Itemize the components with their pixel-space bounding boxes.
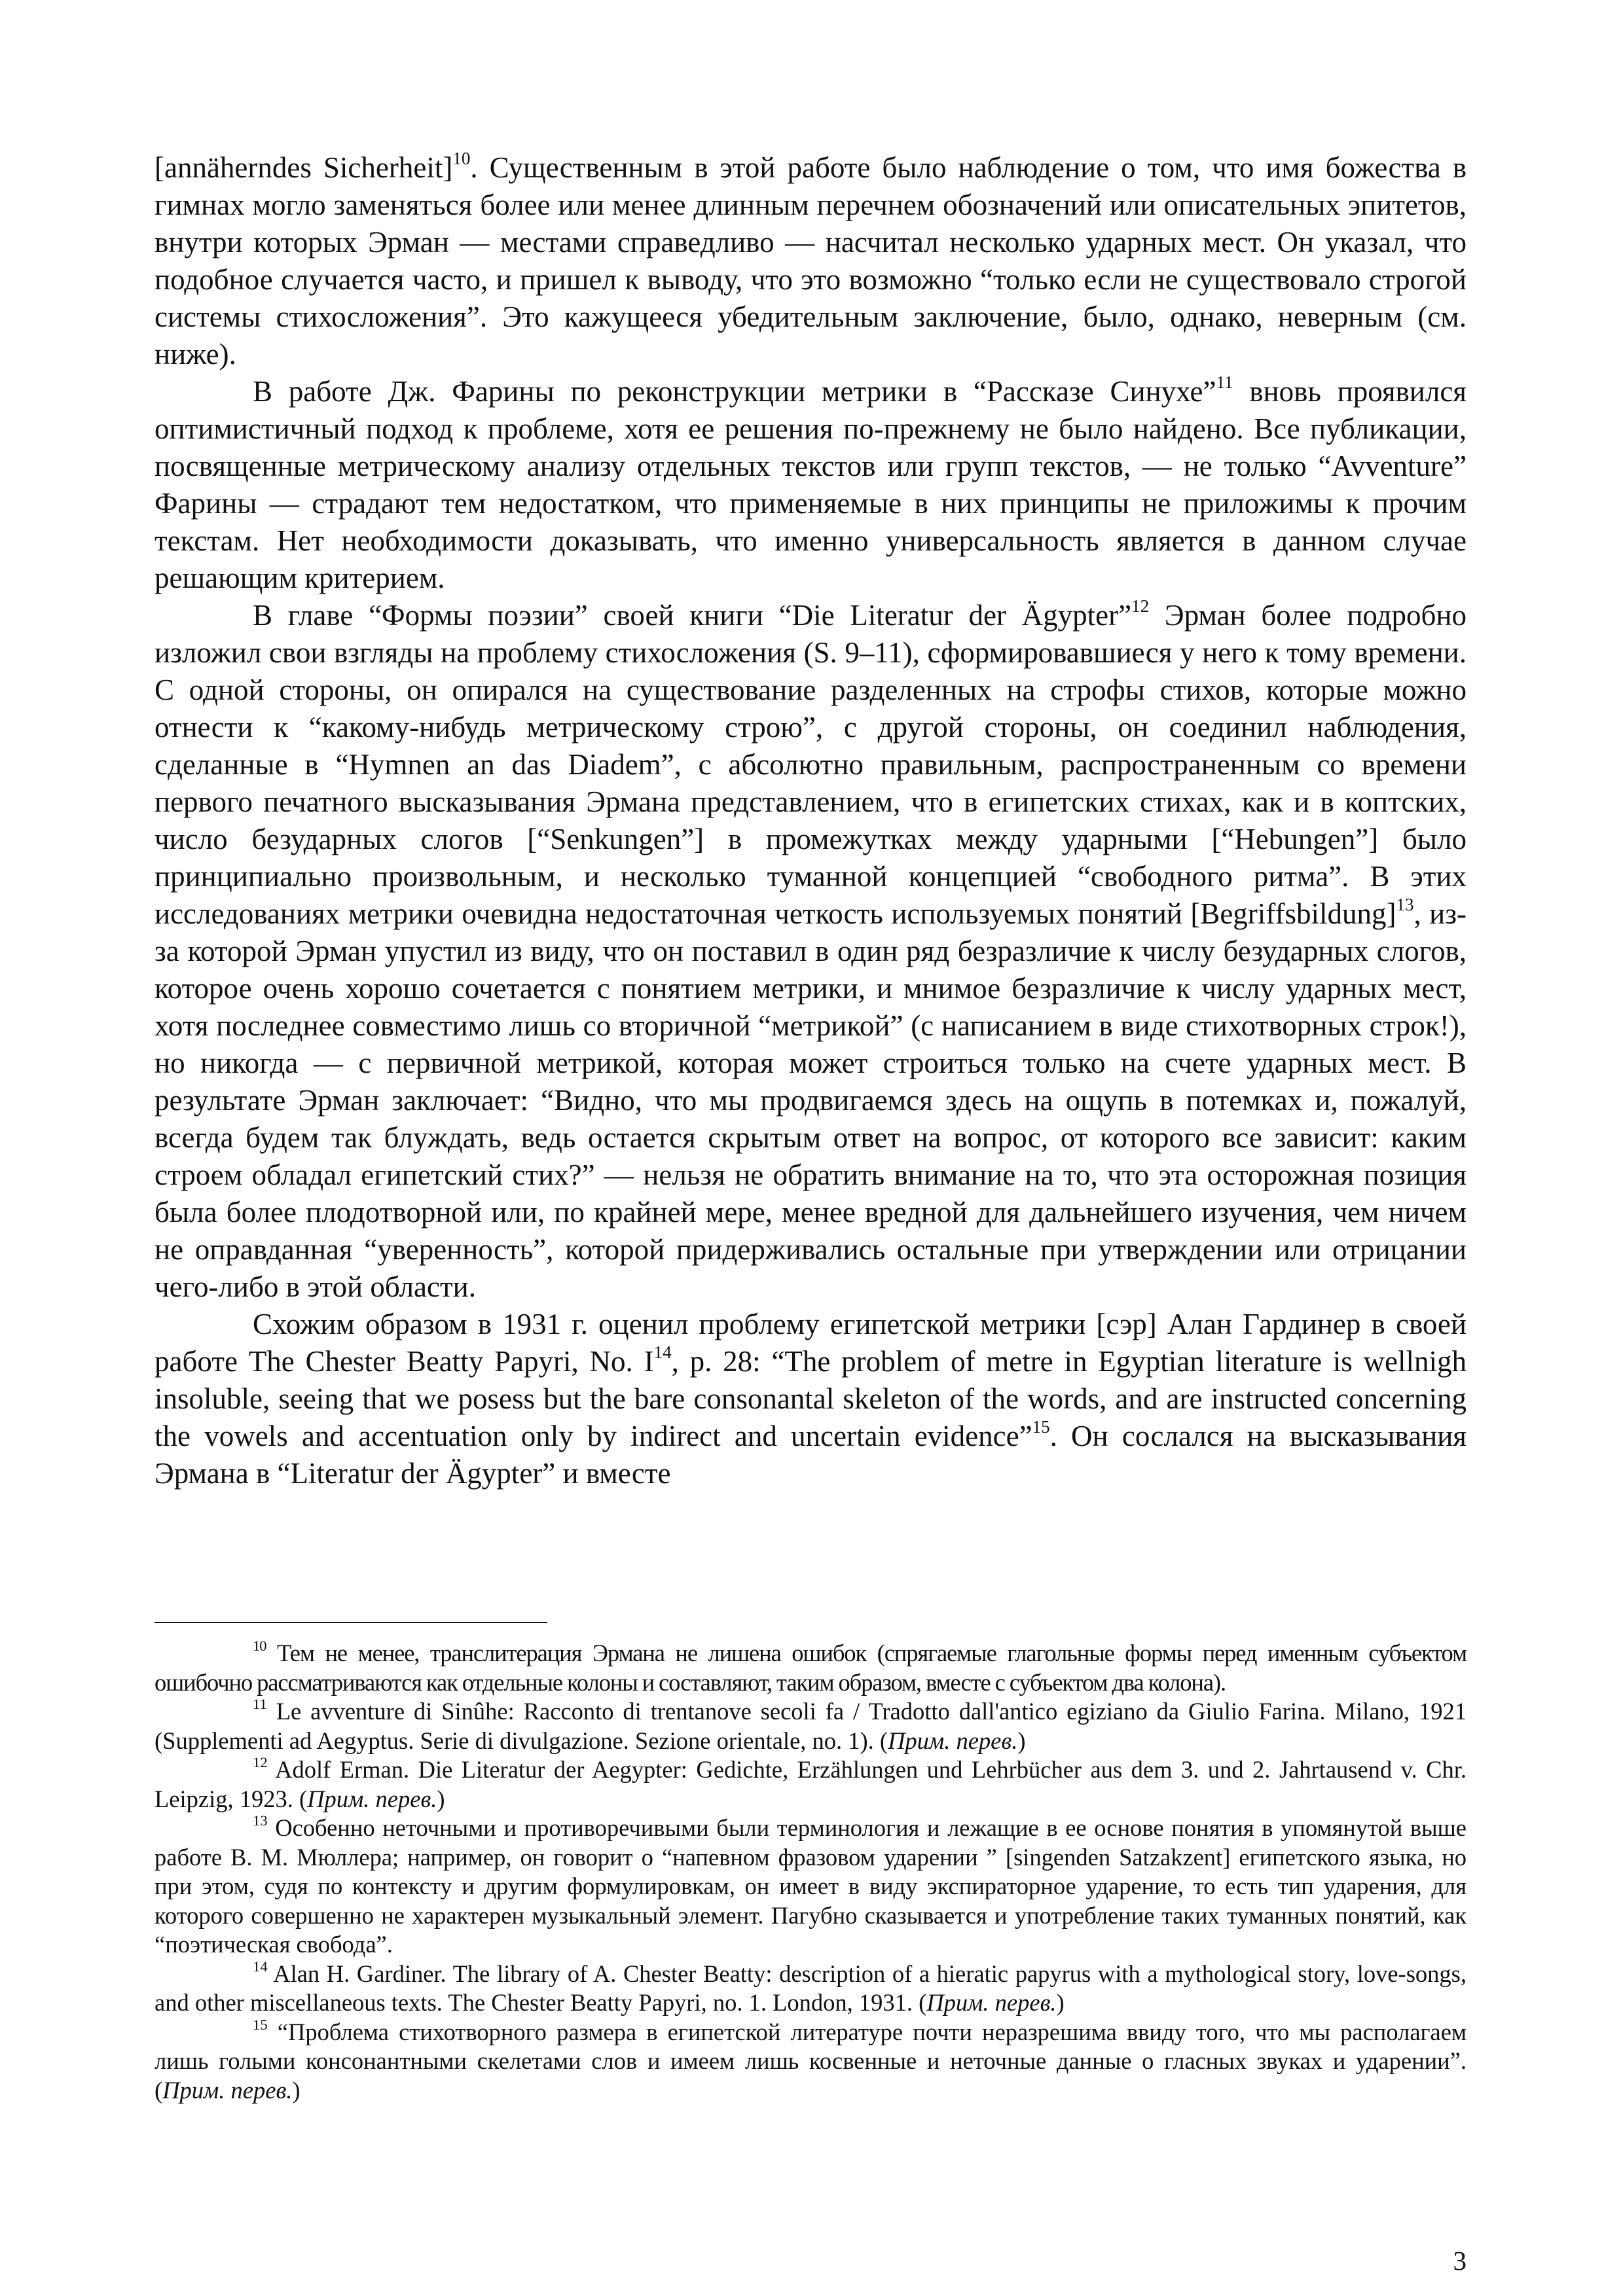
footnote-number: 14 [253, 1958, 268, 1975]
footnote-15: $^{15}$ “Проблема стихотворного размера в египетской литературе почти неразрешима ввиду того, что мы располагаем лишь голыми консонантными скелетами слов и имеем лишь косвенные и неточные данные о гласных звуках и ударении”. (Прим. перев.) [155, 2016, 1467, 2104]
footnote-number: 11 [253, 1696, 267, 1713]
footnote-number: 12 [253, 1754, 268, 1771]
paragraph-3: В главе “Формы поэзии” своей книги “Die Literatur der Ägypter”$^{12}$ Эрман более подробно изложил свои взгляды на проблему стихосложения (S. 9–11), сформировавшиеся у него к тому времени. С одной стороны, он опирался на существование разделенных на строфы стихов, которые можно отнести к “какому-нибудь метрическому строю”, с другой стороны, он соединил наблюдения, сделанные в “Hymnen an das Diadem”, с абсолютно правильным, распространенным со времени первого печатного высказывания Эрмана представлением, что в египетских стихах, как и в коптских, число безударных слогов [“Senkungen”] в промежутках между ударными [“Hebungen”] было принципиально произвольным, и несколько туманной концепцией “свободного ритма”. В этих исследованиях метрики очевидна недостаточная четкость используемых понятий [Begriffsbildung]$^{13}$, из-за которой Эрман упустил из виду, что он поставил в один ряд безразличие к числу безударных слогов, которое очень хорошо сочетается с понятием метрики, и мнимое безразличие к числу ударных мест, хотя последнее совместимо лишь со вторичной “метрикой” (с написанием в виде стихотворных строк!), но никогда — с первичной метрикой, которая может строиться только на счете ударных мест. В результате Эрман заключает: “Видно, что мы продвигаемся здесь на ощупь в потемках и, пожалуй, всегда будем так блуждать, ведь остается скрытым ответ на вопрос, от которого все зависит: каким строем обладал египетский стих?” — нельзя не обратить внимание на то, что эта осторожная позиция была более плодотворной или, по крайней мере, менее вредной для дальнейшего изучения, чем ничем не оправданная “уверенность”, которой придерживались остальные при утверждении или отрицании чего-либо в этой области. [155, 596, 1467, 1303]
translator-note: Прим. перев. [307, 1785, 437, 1812]
footnote-13: $^{13}$ Особенно неточными и противоречивыми были терминология и лежащие в ее основе понятия в упомянутой выше работе В. М. Мюллера; например, он говорит о “напевном фразовом ударении ” [singenden Satzakzent] египетского языка, но при этом, судя по контексту и другим формулировкам, он имеет в виду экспираторное ударение, то есть тип ударения, для которого совершенно не характерен музыкальный элемент. Пагубно сказывается и употребление таких туманных понятий, как “поэтическая свобода”. [155, 1812, 1467, 1958]
footnote-number: 13 [253, 1812, 268, 1829]
footnote-ref-10[interactable]: 10 [452, 148, 471, 168]
footnote-number: 10 [253, 1638, 266, 1655]
translator-note: Прим. перев. [162, 2076, 293, 2104]
footnote-12: $^{12}$ Adolf Erman. Die Literatur der Aegypter: Gedichte, Erzählungen und Lehrbücher aus dem 3. und 2. Jahrtausend v. Chr. Leipzig, 1923. (Прим. перев.) [155, 1754, 1467, 1812]
footnote-ref-11[interactable]: 11 [1216, 372, 1233, 392]
paragraph-2: В работе Дж. Фарины по реконструкции метрики в “Рассказе Синухе”$^{11}$ вновь проявился оптимистичный подход к проблеме, хотя ее решения по-прежнему не было найдено. Все публикации, посвященные метрическому анализу отдельных текстов или групп текстов, — не только “Avventure” Фарины — страдают тем недостатком, что применяемые в них принципы не приложимы к прочим текстам. Нет необходимости доказывать, что именно универсальность является в данном случае решающим критерием. [155, 372, 1467, 594]
translator-note: Прим. перев. [888, 1727, 1018, 1754]
page-number: 3 [1453, 2246, 1467, 2276]
footnotes [155, 1639, 1467, 2105]
footnote-14: $^{14}$ Alan H. Gardiner. The library of A. Chester Beatty: description of a hieratic papyrus with a mythological story, love-songs, and other miscellaneous texts. The Chester Beatty Papyri, no. 1. London, 1931. (Прим. перев.) [155, 1958, 1467, 2016]
footnote-number: 15 [253, 2016, 268, 2033]
translator-note: Прим. перев. [926, 1989, 1057, 2016]
paragraph-4: Схожим образом в 1931 г. оценил проблему египетской метрики [сэр] Алан Гардинер в своей работе The Chester Beatty Papyri, No. $I^{14}$, p. 28: “The problem of metre in Egyptian literature is wellnigh insoluble, seeing that we posess but the bare consonantal skeleton of the words, and are instructed concerning the vowels and accentuation only by indirect and uncertain evidence”$^{15}$. Он сослался на высказывания Эрмана в “Literatur der Ägypter” и вместе [155, 1308, 1467, 1490]
footnote-10: $^{10}$ Тем не менее, транслитерация Эрмана не лишена ошибок (спрягаемые глагольные формы перед именным субъектом ошибочно рассматриваются как отдельные колоны и составляют, таким образом, вместе с субъектом два колона). [155, 1638, 1467, 1696]
footnote-11: $^{11}$ Le avventure di Sinûhe: Racconto di trentanove secoli fa / Tradotto dall'antico egiziano da Giulio Farina. Milano, 1921 (Supplementi ad Aegyptus. Serie di divulgazione. Sezione orientale, no. 1). (Прим. перев.) [155, 1696, 1467, 1754]
footnote-ref-14[interactable]: 14 [653, 1342, 672, 1362]
footnote-separator [155, 1622, 547, 1623]
main-text [155, 149, 1467, 1492]
footnote-ref-12[interactable]: 12 [1131, 596, 1150, 616]
footnote-ref-15[interactable]: 15 [1032, 1416, 1050, 1437]
footnote-ref-13[interactable]: 13 [1396, 894, 1414, 914]
paragraph-1: [annäherndes Sicherheit]$^{10}$. Существенным в этой работе было наблюдение о том, что имя божества в гимнах могло заменяться более или менее длинным перечнем обозначений или описательных эпитетов, внутри которых Эрман — местами справедливо — насчитал несколько ударных мест. Он указал, что подобное случается часто, и пришел к выводу, что это возможно “только если не существовало строгой системы стихосложения”. Это кажущееся убедительным заключение, было, однако, неверным (см. ниже). [155, 148, 1467, 370]
